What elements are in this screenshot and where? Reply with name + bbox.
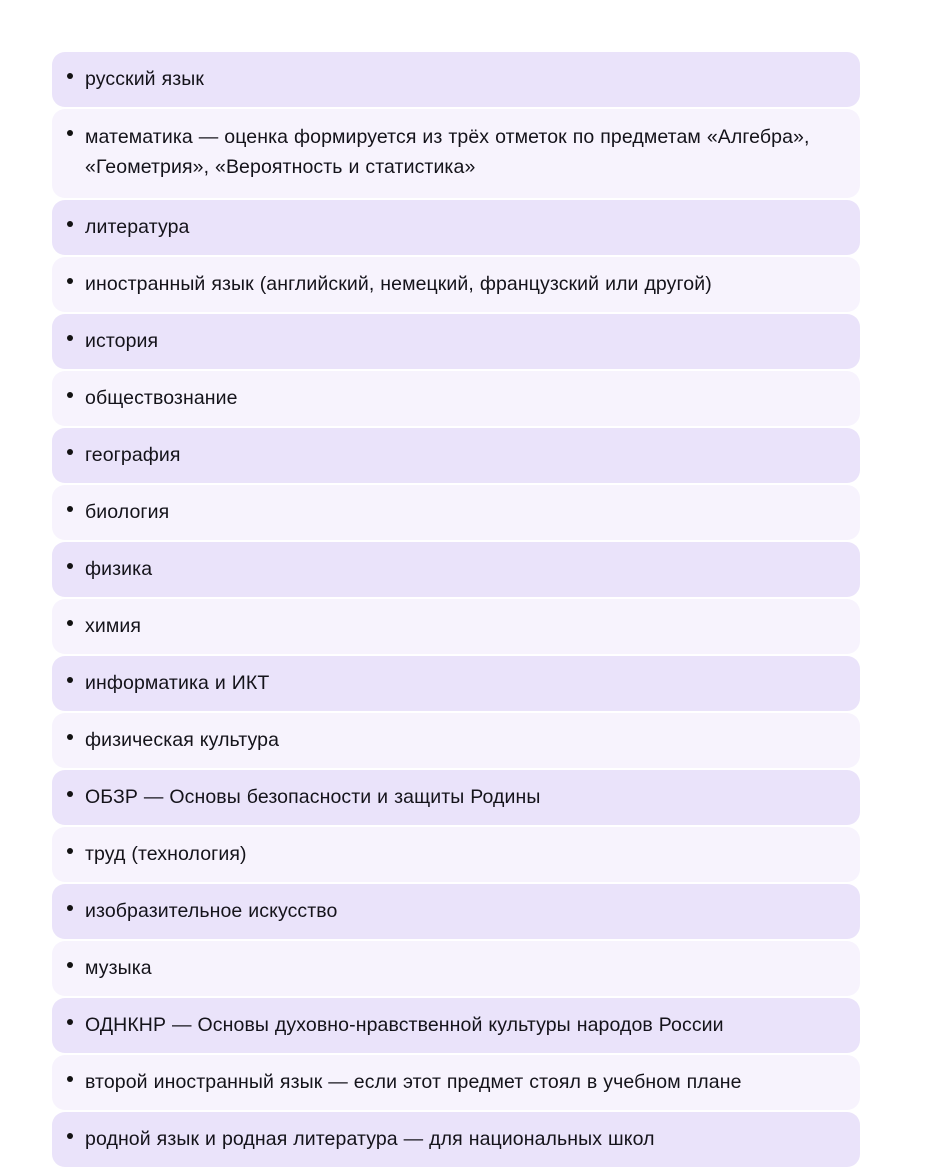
list-item xyxy=(52,770,860,825)
list-item-label: труд (технология) xyxy=(85,843,247,865)
list-item-label: обществознание xyxy=(85,387,238,409)
bullet-icon xyxy=(67,905,73,911)
list-item-label: музыка xyxy=(85,957,152,979)
bullet-icon xyxy=(67,506,73,512)
list-item-label: русский язык xyxy=(85,68,205,90)
bullet-icon xyxy=(67,278,73,284)
list-item xyxy=(52,542,860,597)
list-item xyxy=(52,485,860,540)
list-item-label: ОБЗР — Основы безопасности и защиты Родины xyxy=(85,786,541,808)
bullet-icon xyxy=(67,1133,73,1139)
bullet-icon xyxy=(67,449,73,455)
list-item xyxy=(52,1112,860,1167)
list-item-label: физика xyxy=(85,558,153,580)
list-item-label: изобразительное искусство xyxy=(85,900,338,922)
bullet-icon xyxy=(67,734,73,740)
list-item-label: математика — оценка формируется из трёх отметок по предметам «Алгебра», «Геометрия», «Вероятность и статистика» xyxy=(85,126,810,178)
bullet-icon xyxy=(67,73,73,79)
list-item-label: история xyxy=(85,330,159,352)
bullet-icon xyxy=(67,392,73,398)
list-item xyxy=(52,884,860,939)
list-item xyxy=(52,371,860,426)
list-item-label: информатика и ИКТ xyxy=(85,672,270,694)
list-item-label: химия xyxy=(85,615,142,637)
bullet-icon xyxy=(67,1019,73,1025)
bullet-icon xyxy=(67,130,73,136)
list-item xyxy=(52,713,860,768)
bullet-icon xyxy=(67,1076,73,1082)
list-item-label: биология xyxy=(85,501,170,523)
bullet-icon xyxy=(67,563,73,569)
list-item xyxy=(52,257,860,312)
bullet-icon xyxy=(67,677,73,683)
bullet-icon xyxy=(67,848,73,854)
list-item xyxy=(52,314,860,369)
list-item xyxy=(52,656,860,711)
bullet-icon xyxy=(67,221,73,227)
list-item xyxy=(52,827,860,882)
list-item-label: родной язык и родная литература — для национальных школ xyxy=(85,1128,655,1150)
list-item-label: ОДНКНР — Основы духовно-нравственной культуры народов России xyxy=(85,1014,724,1036)
list-item xyxy=(52,998,860,1053)
bullet-icon xyxy=(67,620,73,626)
bullet-icon xyxy=(67,962,73,968)
list-item xyxy=(52,599,860,654)
list-item-label: физическая культура xyxy=(85,729,280,751)
list-item xyxy=(52,941,860,996)
list-item xyxy=(52,1055,860,1110)
list-item xyxy=(52,109,860,198)
bullet-icon xyxy=(67,335,73,341)
subject-list xyxy=(52,52,860,1167)
list-item-label: иностранный язык (английский, немецкий, французский или другой) xyxy=(85,273,712,295)
list-item xyxy=(52,200,860,255)
list-item-label: литература xyxy=(85,216,190,238)
list-item-label: второй иностранный язык — если этот предмет стоял в учебном плане xyxy=(85,1071,742,1093)
list-item xyxy=(52,52,860,107)
list-item-label: география xyxy=(85,444,181,466)
list-item xyxy=(52,428,860,483)
bullet-icon xyxy=(67,791,73,797)
